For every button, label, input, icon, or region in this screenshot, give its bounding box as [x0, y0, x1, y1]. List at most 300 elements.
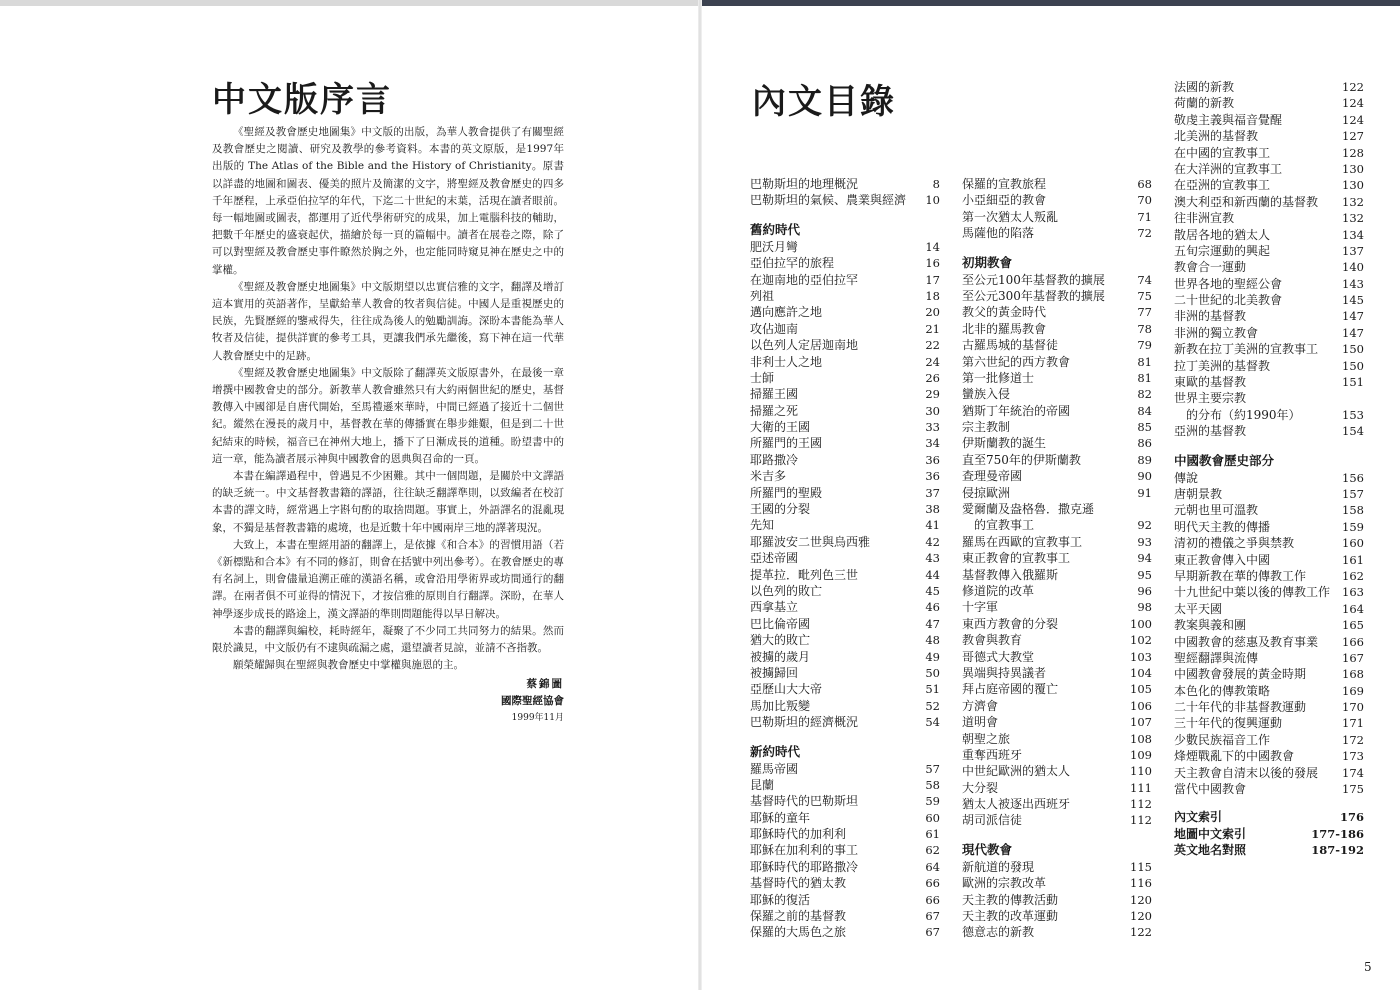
- preface-signature: [501, 676, 564, 727]
- toc-entry-page: 165: [1342, 618, 1364, 633]
- toc-entry: [750, 842, 940, 858]
- toc-entry-title: 猶大的敗亡: [750, 633, 811, 648]
- toc-entry-page: 66: [925, 876, 940, 891]
- toc-entry-page: 124: [1342, 112, 1364, 127]
- toc-entry-page: 166: [1342, 634, 1364, 649]
- toc-entry-page: 61: [925, 827, 940, 842]
- toc-entry-page: 169: [1342, 683, 1364, 698]
- toc-entry-title: 教會與教育: [962, 633, 1023, 648]
- toc-entry-title: 世界各地的聖經公會: [1174, 276, 1283, 291]
- toc-entry-title: 所羅門的王國: [750, 436, 823, 451]
- toc-entry: [962, 435, 1152, 451]
- toc-entry-page: 16: [925, 256, 940, 271]
- toc-entry-title: 第一批修道士: [962, 370, 1035, 385]
- toc-entry: [962, 354, 1152, 370]
- toc-entry: [1174, 584, 1364, 600]
- toc-entry: [750, 793, 940, 809]
- toc-entry-page: 29: [925, 387, 940, 402]
- toc-entry: [750, 534, 940, 550]
- toc-entry-page: 84: [1137, 403, 1152, 418]
- toc-entry-page: 130: [1342, 178, 1364, 193]
- toc-entry-title: 在中國的宣教事工: [1174, 145, 1271, 160]
- toc-entry-page: 170: [1342, 700, 1364, 715]
- toc-entry-title: 第一次猶太人叛亂: [962, 209, 1059, 224]
- toc-entry-title: 荷蘭的新教: [1174, 96, 1235, 111]
- toc-entry-title: 東歐的基督教: [1174, 375, 1247, 390]
- toc-entry: [962, 665, 1152, 681]
- toc-entry: [750, 304, 940, 320]
- toc-entry: [962, 176, 1152, 192]
- toc-entry-title: 非利士人之地: [750, 354, 823, 369]
- toc-entry: [962, 225, 1152, 241]
- toc-entry: [750, 761, 940, 777]
- toc-entry-page: 140: [1342, 260, 1364, 275]
- signature-name: 蔡錦圖: [526, 678, 564, 690]
- toc-entry: [750, 452, 940, 468]
- toc-entry-title: 胡司派信徒: [962, 813, 1023, 828]
- toc-entry-title: 本色化的傳教策略: [1174, 683, 1271, 698]
- toc-entry-title: 烽煙戰亂下的中國教會: [1174, 749, 1295, 764]
- toc-entry-page: 120: [1130, 909, 1152, 924]
- toc-entry-title: 愛爾蘭及盎格魯．撒克遜: [962, 502, 1095, 517]
- toc-entry: [962, 567, 1152, 583]
- toc-entry-page: 21: [925, 321, 940, 336]
- toc-entry-title: 澳大利亞和新西蘭的基督教: [1174, 194, 1319, 209]
- toc-entry-title: 小亞細亞的教會: [962, 193, 1047, 208]
- toc-entry: [1174, 177, 1364, 193]
- toc-entry-title: 三十年代的復興運動: [1174, 716, 1283, 731]
- toc-entry-page: 89: [1137, 452, 1152, 467]
- toc-entry: [1174, 358, 1364, 374]
- toc-entry-title: 散居各地的猶太人: [1174, 227, 1271, 242]
- toc-entry-title: 中國教會發展的黃金時期: [1174, 667, 1307, 682]
- toc-entry-page: 151: [1342, 375, 1364, 390]
- toc-entry-page: 134: [1342, 227, 1364, 242]
- toc-section-heading: 新約時代: [750, 743, 801, 759]
- toc-entry-page: 58: [925, 777, 940, 792]
- toc-entry: [750, 714, 940, 730]
- toc-entry: [750, 255, 940, 271]
- toc-entry-title: 米吉多: [750, 469, 787, 484]
- toc-entry: [750, 599, 940, 615]
- toc-entry-title: 古羅馬城的基督徒: [962, 338, 1059, 353]
- toc-entry-title: 耶穌時代的加利利: [750, 827, 847, 842]
- toc-entry: [962, 681, 1152, 697]
- toc-entry-page: 132: [1342, 194, 1364, 209]
- toc-entry-page: 49: [925, 649, 940, 664]
- toc-entry-title: 直至750年的伊斯蘭教: [962, 452, 1081, 467]
- toc-entry: [750, 681, 940, 697]
- toc-entry: [750, 501, 940, 517]
- toc-entry: [750, 419, 940, 435]
- toc-entry: [750, 826, 940, 842]
- toc-entry-title: 的分布（約1990年）: [1186, 407, 1301, 422]
- toc-entry: [962, 859, 1152, 875]
- toc-entry-page: 171: [1342, 716, 1364, 731]
- toc-entry-page: 42: [925, 534, 940, 549]
- toc-entry: [962, 192, 1152, 208]
- toc-entry: [962, 288, 1152, 304]
- toc-entry-page: 38: [925, 502, 940, 517]
- toc-entry-page: 147: [1342, 325, 1364, 340]
- toc-entry-page: 93: [1137, 534, 1152, 549]
- toc-entry-page: 187-192: [1311, 843, 1364, 858]
- toc-entry: [1174, 194, 1364, 210]
- toc-entry-title: 肥沃月彎: [750, 239, 799, 254]
- toc-entry: [750, 908, 940, 924]
- toc-entry-page: 34: [925, 436, 940, 451]
- toc-entry: [962, 501, 1152, 517]
- toc-entry-page: 104: [1130, 665, 1152, 680]
- toc-entry-page: 57: [925, 761, 940, 776]
- toc-entry: [1174, 79, 1364, 95]
- toc-entry: [1174, 535, 1364, 551]
- toc-entry-title: 保羅的大馬色之旅: [750, 925, 847, 940]
- toc-entry: [1174, 486, 1364, 502]
- toc-entry-title: 至公元100年基督教的擴展: [962, 272, 1105, 287]
- toc-entry-title: 中國教會的慈惠及教育事業: [1174, 634, 1319, 649]
- toc-entry-title: 道明會: [962, 715, 999, 730]
- toc-entry: [1174, 243, 1364, 259]
- toc-entry-page: 74: [1137, 272, 1152, 287]
- toc-entry: [1174, 112, 1364, 128]
- toc-entry-page: 163: [1342, 585, 1364, 600]
- toc-entry-title: 亞述帝國: [750, 551, 799, 566]
- toc-entry-page: 52: [925, 698, 940, 713]
- toc-entry-title: 拜占庭帝國的覆亡: [962, 682, 1059, 697]
- toc-entry: [962, 763, 1152, 779]
- toc-entry-title: 宗主教制: [962, 420, 1011, 435]
- toc-entry-page: 71: [1137, 209, 1152, 224]
- toc-entry-page: 24: [925, 354, 940, 369]
- toc-entry-page: 30: [925, 403, 940, 418]
- toc-entry-page: 158: [1342, 503, 1364, 518]
- toc-entry-page: 17: [925, 272, 940, 287]
- toc-entry-page: 95: [1137, 567, 1152, 582]
- toc-entry-page: 132: [1342, 211, 1364, 226]
- toc-entry-page: 116: [1130, 876, 1152, 891]
- toc-entry-page: 174: [1342, 765, 1364, 780]
- toc-entry: [962, 337, 1152, 353]
- toc-entry: [962, 370, 1152, 386]
- toc-entry: [1174, 325, 1364, 341]
- toc-entry-page: 102: [1130, 633, 1152, 648]
- preface-paragraph: 本書在編譯過程中，曾遇見不少困難。其中一個問題，是關於中文譯語的缺乏統一。中文基督教書籍的譯語，往往缺乏翻譯準則，以致編者在校訂本書的譯文時，經常遇上字斟句酌的取捨問題。事實上，外語譯名的混亂現象，不獨是基督教書籍的處境，也是近數十年中國兩岸三地的譯著現況。: [212, 470, 564, 534]
- toc-entry-page: 22: [925, 338, 940, 353]
- toc-entry-title: 巴比倫帝國: [750, 616, 811, 631]
- toc-entry-page: 79: [1137, 338, 1152, 353]
- toc-entry: [750, 567, 940, 583]
- toc-entry-title: 天主教的傳教活動: [962, 892, 1059, 907]
- toc-entry: [1174, 374, 1364, 390]
- toc-entry: [1174, 161, 1364, 177]
- toc-entry-page: 33: [925, 420, 940, 435]
- preface-title: 中文版序言: [212, 80, 392, 120]
- toc-entry: [750, 239, 940, 255]
- toc-entry-title: 二十世紀的北美教會: [1174, 293, 1283, 308]
- toc-entry-title: 十字軍: [962, 600, 999, 615]
- toc-entry-page: 128: [1342, 145, 1364, 160]
- toc-entry-title: 第六世紀的西方教會: [962, 354, 1071, 369]
- toc-entry-title: 大衛的王國: [750, 420, 811, 435]
- toc-entry-title: 傳說: [1174, 470, 1199, 485]
- toc-entry-title: 耶路撒冷: [750, 452, 799, 467]
- toc-entry: [750, 272, 940, 288]
- toc-entry: [962, 731, 1152, 747]
- toc-entry: [1174, 732, 1364, 748]
- toc-entry-page: 130: [1342, 161, 1364, 176]
- toc-entry-page: 67: [925, 925, 940, 940]
- toc-entry-title: 所羅門的聖殿: [750, 485, 823, 500]
- toc-entry-page: 109: [1130, 747, 1152, 762]
- preface-paragraph: 《聖經及教會歷史地圖集》中文版除了翻譯英文版原書外，在最後一章增撰中國教會史的部分。新教華人教會雖然只有大約兩個世紀的歷史，基督教傳入中國卻是自唐代開始，至馬禮遜來華時，中間已經過了接近十二個世紀。縱然在漫長的歲月中，基督教在華的傳播實在舉步維艱，但是到二十世紀結束的時候，福音已在神州大地上，播下了日漸成長的道種。盼望書中的這一章，能為讀者展示神與中國教會的恩典與召命的一頁。: [212, 366, 564, 465]
- toc-entry-page: 54: [925, 715, 940, 730]
- toc-entry-title: 攻佔迦南: [750, 321, 799, 336]
- toc-entry-page: 150: [1342, 358, 1364, 373]
- toc-entry: [962, 419, 1152, 435]
- toc-entry-page: 172: [1342, 732, 1364, 747]
- toc-entry-title: 先知: [750, 518, 775, 533]
- toc-entry: [750, 810, 940, 826]
- toc-entry-page: 75: [1137, 288, 1152, 303]
- toc-entry-title: 新航道的發現: [962, 859, 1035, 874]
- toc-entry: [1174, 407, 1364, 423]
- toc-entry: [962, 649, 1152, 665]
- toc-entry-page: 106: [1130, 698, 1152, 713]
- toc-entry-page: 51: [925, 682, 940, 697]
- toc-entry-title: 天主教的改革運動: [962, 909, 1059, 924]
- toc-entry: [1174, 308, 1364, 324]
- toc-entry-page: 112: [1130, 797, 1152, 812]
- toc-entry: [962, 468, 1152, 484]
- toc-entry-page: 68: [1137, 177, 1152, 191]
- toc-entry: [962, 796, 1152, 812]
- toc-entry-title: 保羅之前的基督教: [750, 909, 847, 924]
- toc-entry-title: 被擄的歲月: [750, 649, 811, 664]
- toc-section-heading: 現代教會: [962, 841, 1013, 857]
- toc-entry: [750, 875, 940, 891]
- toc-entry-page: 60: [925, 810, 940, 825]
- toc-entry-title: 拉丁美洲的基督教: [1174, 358, 1271, 373]
- toc-entry: [1174, 145, 1364, 161]
- page-number: 5: [1364, 960, 1372, 974]
- toc-entry-page: 175: [1342, 782, 1364, 797]
- toc-entry-page: 64: [925, 859, 940, 874]
- toc-entry: [962, 386, 1152, 402]
- signature-organization: 國際聖經協會: [501, 695, 564, 707]
- toc-entry-page: 94: [1137, 551, 1152, 566]
- toc-entry-page: 160: [1342, 536, 1364, 551]
- toc-entry: [1174, 842, 1364, 858]
- toc-entry: [750, 403, 940, 419]
- signature-date: 1999年11月: [511, 713, 564, 723]
- toc-entry-title: 掃羅之死: [750, 403, 799, 418]
- toc-entry: [1174, 634, 1364, 650]
- toc-entry-page: 162: [1342, 568, 1364, 583]
- toc-entry: [962, 304, 1152, 320]
- toc-entry-page: 145: [1342, 293, 1364, 308]
- toc-entry: [962, 747, 1152, 763]
- toc-entry-title: 掃羅王國: [750, 387, 799, 402]
- toc-entry-title: 列祖: [750, 288, 775, 303]
- toc-entry-title: 歐洲的宗教改革: [962, 876, 1047, 891]
- toc-entry: [1174, 748, 1364, 764]
- toc-entry-page: 110: [1130, 764, 1152, 779]
- toc-entry-page: 176: [1339, 810, 1364, 825]
- toc-entry-title: 蠻族入侵: [962, 387, 1011, 402]
- toc-entry-page: 100: [1130, 616, 1152, 631]
- toc-entry-page: 147: [1342, 309, 1364, 324]
- toc-entry-page: 50: [925, 665, 940, 680]
- toc-entry-title: 地圖中文索引: [1174, 826, 1247, 841]
- toc-entry-title: 以色列人定居迦南地: [750, 338, 859, 353]
- toc-entry-title: 聖經翻譯與流傳: [1174, 650, 1259, 665]
- toc-entry-page: 120: [1130, 892, 1152, 907]
- toc-entry: [750, 665, 940, 681]
- toc-entry-title: 羅馬帝國: [750, 761, 799, 776]
- toc-entry-title: 基督時代的巴勒斯坦: [750, 794, 859, 809]
- toc-entry-page: 43: [925, 551, 940, 566]
- toc-entry-page: 77: [1137, 305, 1152, 320]
- toc-entry: [962, 698, 1152, 714]
- toc-entry-page: 36: [925, 469, 940, 484]
- toc-entry-title: 世界主要宗教: [1174, 391, 1247, 406]
- toc-entry-title: 敬虔主義與福音覺醒: [1174, 112, 1283, 127]
- toc-entry-page: 90: [1137, 469, 1152, 484]
- toc-entry-title: 巴勒斯坦的地理概況: [750, 177, 859, 191]
- toc-entry-page: 85: [1137, 420, 1152, 435]
- toc-entry-title: 基督教傳入俄羅斯: [962, 567, 1059, 582]
- toc-entry-title: 伊斯蘭教的誕生: [962, 436, 1047, 451]
- toc-entry: [750, 288, 940, 304]
- toc-entry-page: 20: [925, 305, 940, 320]
- toc-entry: [1174, 210, 1364, 226]
- toc-entry-page: 124: [1342, 96, 1364, 111]
- toc-entry-title: 二十年代的非基督教運動: [1174, 700, 1307, 715]
- toc-entry-title: 東西方教會的分裂: [962, 616, 1059, 631]
- toc-entry: [1174, 765, 1364, 781]
- toc-entry-page: 26: [925, 370, 940, 385]
- toc-entry-page: 161: [1342, 552, 1364, 567]
- toc-column-2: [962, 176, 1152, 941]
- toc-entry-page: 108: [1130, 731, 1152, 746]
- toc-entry-title: 異端與持異議者: [962, 665, 1047, 680]
- toc-entry-title: 當代中國教會: [1174, 782, 1247, 797]
- toc-entry-page: 37: [925, 485, 940, 500]
- toc-entry-title: 亞洲的基督教: [1174, 424, 1247, 439]
- toc-entry-title: 巴勒斯坦的經濟概況: [750, 715, 859, 730]
- toc-entry-page: 81: [1137, 354, 1152, 369]
- toc-entry-title: 馬加比叛變: [750, 698, 811, 713]
- toc-entry-title: 猶斯丁年統治的帝國: [962, 403, 1071, 418]
- toc-entry-page: 164: [1342, 601, 1364, 616]
- toc-entry-page: 86: [1137, 436, 1152, 451]
- preface-paragraph: 大致上，本書在聖經用語的翻譯上，是依據《和合本》的習慣用語（若《新標點和合本》有不同的修訂，則會在括號中列出參考）。在教會歷史的專有名詞上，則會儘量追溯正確的漢語名稱，或會沿用學術界或坊間通行的翻譯。在兩者俱不可並得的情況下，才按信雅的原則自行翻譯。深盼，在華人神學逐步成長的路途上，漢文譯語的準則問題能得以早日解决。: [212, 538, 564, 620]
- toc-entry: [962, 534, 1152, 550]
- toc-entry-page: 105: [1130, 682, 1152, 697]
- toc-entry-title: 耶穌的童年: [750, 810, 811, 825]
- toc-entry: [1174, 227, 1364, 243]
- toc-entry: [750, 321, 940, 337]
- toc-entry-title: 重奪西班牙: [962, 747, 1023, 762]
- toc-section-heading: 初期教會: [962, 254, 1013, 270]
- toc-entry-title: 侵掠歐洲: [962, 485, 1011, 500]
- toc-entry-title: 哥德式大教堂: [962, 649, 1035, 664]
- toc-entry-page: 153: [1342, 407, 1364, 422]
- toc-entry-title: 亞歷山大大帝: [750, 682, 823, 697]
- toc-entry: [750, 468, 940, 484]
- toc-entry-title: 新教在拉丁美洲的宣教事工: [1174, 342, 1319, 357]
- toc-entry: [1174, 650, 1364, 666]
- toc-entry: [1174, 470, 1364, 486]
- toc-entry-title: 北美洲的基督教: [1174, 129, 1259, 144]
- toc-entry: [750, 435, 940, 451]
- toc-entry: [962, 599, 1152, 615]
- toc-entry: [1174, 826, 1364, 842]
- toc-entry-title: 明代天主教的傳播: [1174, 519, 1271, 534]
- toc-entry-page: 66: [925, 892, 940, 907]
- toc-entry-page: 59: [925, 794, 940, 809]
- toc-entry: [962, 812, 1152, 828]
- toc-entry-page: 98: [1137, 600, 1152, 615]
- toc-entry-title: 的宣教事工: [974, 518, 1035, 533]
- toc-entry-page: 173: [1342, 749, 1364, 764]
- toc-entry-page: 157: [1342, 486, 1364, 501]
- toc-entry-title: 在大洋洲的宣教事工: [1174, 161, 1283, 176]
- toc-entry: [962, 875, 1152, 891]
- toc-entry-title: 耶穌在加利利的事工: [750, 843, 859, 858]
- toc-entry-page: 72: [1137, 226, 1152, 241]
- toc-entry: [750, 777, 940, 793]
- toc-entry: [750, 386, 940, 402]
- toc-entry-title: 教案與義和團: [1174, 618, 1247, 633]
- toc-entry-title: 修道院的改革: [962, 583, 1035, 598]
- book-gutter: [698, 0, 702, 990]
- toc-entry-page: 159: [1342, 519, 1364, 534]
- toc-entry: [750, 583, 940, 599]
- toc-entry-title: 猶太人被逐出西班牙: [962, 797, 1071, 812]
- toc-entry: [962, 272, 1152, 288]
- toc-entry: [750, 892, 940, 908]
- toc-entry: [1174, 552, 1364, 568]
- preface-paragraph: 願榮耀歸與在聖經與教會歷史中掌權與施恩的主。: [233, 659, 464, 672]
- toc-entry-title: 大分裂: [962, 780, 999, 795]
- toc-entry-title: 以色列的敗亡: [750, 583, 823, 598]
- toc-entry: [1174, 683, 1364, 699]
- toc-entry-title: 東正教會傳入中國: [1174, 552, 1271, 567]
- toc-entry-page: 122: [1342, 80, 1364, 94]
- toc-entry-page: 137: [1342, 243, 1364, 258]
- toc-spacer: [1174, 797, 1364, 809]
- toc-entry-page: 92: [1137, 518, 1152, 533]
- preface-paragraph: 本書的翻譯與編校，耗時經年，凝聚了不少同工共同努力的結果。然而限於識見，中文版仍有不逮與疏漏之處，還望讀者見諒，並請不吝指教。: [212, 624, 564, 655]
- toc-entry: [962, 714, 1152, 730]
- toc-entry-page: 111: [1130, 780, 1152, 795]
- toc-entry: [1174, 568, 1364, 584]
- toc-entry-page: 62: [925, 843, 940, 858]
- toc-entry-title: 耶穌時代的耶路撒冷: [750, 859, 859, 874]
- toc-entry-page: 45: [925, 583, 940, 598]
- toc-entry-title: 西拿基立: [750, 600, 799, 615]
- toc-entry: [962, 550, 1152, 566]
- toc-entry: [962, 209, 1152, 225]
- toc-entry-title: 亞伯拉罕的旅程: [750, 256, 835, 271]
- toc-entry-title: 北非的羅馬教會: [962, 321, 1047, 336]
- toc-entry-title: 少數民族福音工作: [1174, 732, 1271, 747]
- toc-entry: [1174, 781, 1364, 797]
- toc-entry-title: 教會合一運動: [1174, 260, 1247, 275]
- toc-entry: [750, 370, 940, 386]
